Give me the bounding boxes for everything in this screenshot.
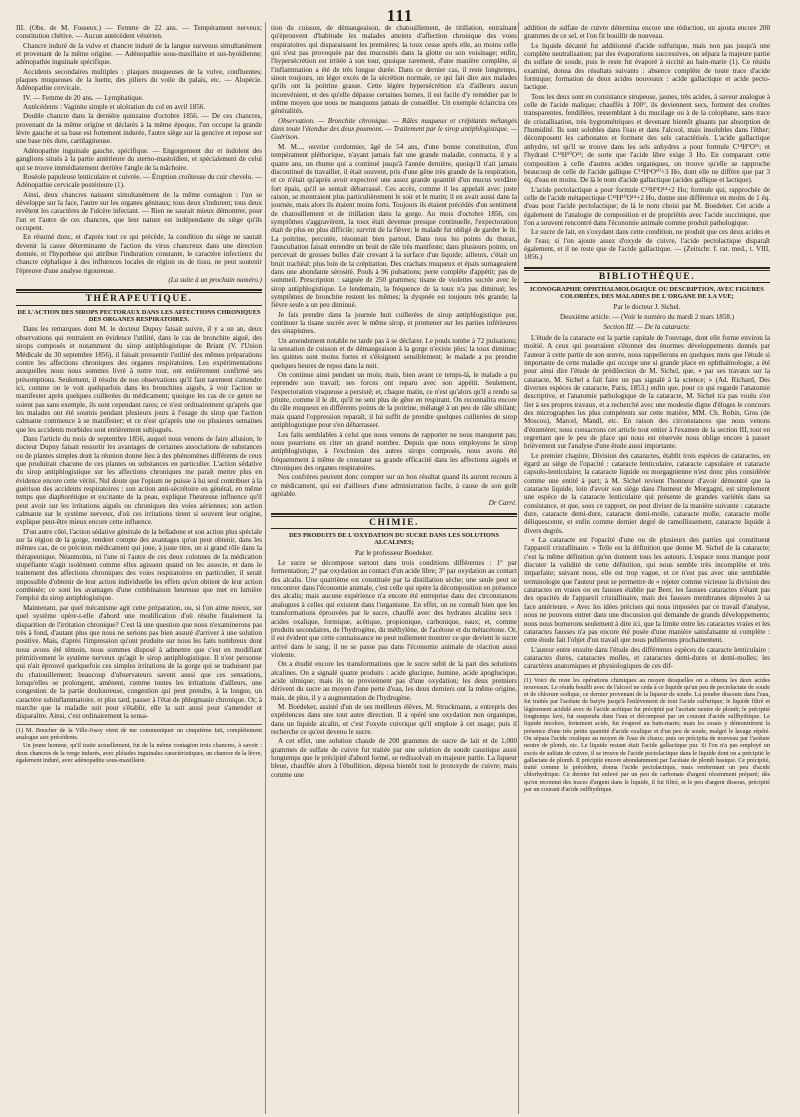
body-paragraph: Le liquide décanté fut additionné d'acide sulfurique, mais non pas jusqu'à une complète neutralisation; par des évaporations successives, on sépara la majeure partie du sulfate de soude, puis le reste fut évaporé à siccité au bain-marie (1). Ce résidu examiné, donna des résultats suivants : absence complète de toute trace d'acide formique; formation de deux acides nouveaux : acide gallactique et acide pecto-lactique. bbox=[524, 41, 770, 92]
section-subheading: Section III. — De la cataracte. bbox=[603, 323, 691, 332]
column-2 bbox=[271, 24, 517, 1112]
body-paragraph: Le sucre de lait, en s'oxydant dans cette condition, ne produit que ces deux acides et de l'eau; si l'on ajoute assez d'oxyde de cuivre, l'acide pectolactique disparaît également, et il ne reste que de l'acide gallactique. — (Zeitschr. f. rat. med., t. VIII, 1856.) bbox=[524, 228, 770, 262]
observation-heading: Observation. — Bronchite chronique. — Râles muqueux et crépitants mélangés dans toute l'étendue des deux poumons. — Traitement par le sirop antiphlogistique. — Guérison. bbox=[271, 116, 517, 142]
body-paragraph: tion du cuisson, de démangeaison, de chatouillement, de titillation, entraînant qu'éprouvent d'habitude les malades atteints d'affection chronique des voies respiratoires qui disparaissent les premières; la toux cesse après elle, au moins celle qui n'est pas provoquée par des mucosités dans la glotte ou son voisinage; enfin, l'hypersécrétion est irritée à son tour, quoique rarement, d'une manière complète, si l'inflammation a été de très longue durée. Dans ce dernier cas, il reste longtemps, sinon toujours, un léger excès de la sécrétion normale, ce qui fait dire aux malades qu'ils ont la poitrine grasse. Cette légère hypersécrétion n'a d'ailleurs aucun inconvénient, et des qu'elle dépasse certaines bornes, il est facile d'y remédier par le même moyen que nous ne manquons jamais de conseiller. Un exemple éclaircira ces généralités. bbox=[271, 24, 517, 116]
body-paragraph: Dans l'article du mois de septembre 1856, auquel nous venons de faire allusion, le docteur Dupuy faisait ressortir les avantages de certaines associations de substances ou de plantes simples dont la réunion donne lieu à des phénomènes différents de ceux que produirait chacune de ces plantes ou substances en particulier. L'action sédative du sirop antiphlogistique sur les affections chroniques me paraît mettre plus en évidence encore cette vérité. Nul doute que l'opium ne puisse à lui seul contribuer à la guérison des accidents respiratoires : son action anti-sécrétoire en général, en même temps que diaphorétique et excitante de la peau, explique l'heureuse influence qu'il peut avoir sur les irritations aiguës ou chroniques des voies aériennes; son action calmante sur le système nerveux, d'où ces irritations tirent si souvent leur origine, explique peut-être mieux encore cette influence. bbox=[16, 434, 262, 527]
byline: Par le professeur Boedeker. bbox=[354, 548, 433, 557]
footnote bbox=[524, 674, 770, 794]
body-paragraph: Dans les remarques dont M. le docteur Dupuy faisait suivre, il y a un an, deux observations qui rentraient en évidence l'utilité, dans le cas de bronchite aiguë, des sirops composés et notamment du sirop antiphlogistique de Briant (V. l'Union Médicale du 30 septembre 1856), il faisait pressentir l'utilité des mêmes préparations contre les affections chroniques des organes respiratoires. Les expérimentations auxquelles nous nous sommes livré à notre tour, ont entièrement confirmé ses présomptions. Seulement, il résulte de nos observations qu'il faut rarement s'attendre ici, comme on le voit quelquefois dans les bronchites aiguës, à voir l'action se manifester après quelques cuillerées du médicament; quoique les cas de ce genre ne soient pas sans exemple, ils sont cependant rares; ce n'est ordinairement qu'après que les malades ont été soumis pendant plusieurs jours à l'usage du sirop que l'action calmante commence à se manifester; et ce n'est qu'après une ou plusieurs semaines que les accidents morbides sont entièrement subjugués. bbox=[16, 325, 262, 434]
body-paragraph: D'un autre côté, l'action sédative générale de la belladone et son action plus spéciale sur la région de la gorge, rendent compte des avantages qu'on peut obtenir, dans les mêmes cas, de ce précieux médicament qui joue, à juste titre, un si grand rôle dans la thérapeutique. Néanmoins, ni l'une ni l'autre de ces deux colonnes de la médication stupéfiante n'agit isolément comme elles agissent quand on les associe, et dans le traitement des affections chroniques des voies respiratoires en particulier, il serait impossible d'obtenir de leur action individuelle les effets qu'on obtient de leur action combinée; ce sont les avantages d'une combinaison heureuse que met en lumière l'emploi du sirop antiphlogistique. bbox=[16, 527, 262, 603]
column-rule bbox=[265, 22, 266, 1114]
section-header-chimie bbox=[271, 513, 517, 529]
signature: Dr Carré. bbox=[488, 499, 517, 508]
case-paragraph: Accidents secondaires multiples : plaques muqueuses de la vulve, confluentes; plaques muqueuses de la luette, des piliers du voile du palais, etc. — Alopécie. Adénopathie cervicale. bbox=[16, 67, 262, 93]
body-paragraph: Un amendement notable ne tarde pas à se déclarer. Le pouls tombe à 72 pulsations; la sensation de cuisson et de démangeaison à la gorge n'existe plus; la toux diminue; les quintes sont moins fortes et s'éloignent sensiblement; le malade a pu prendre quelques heures de repos dans la nuit. bbox=[271, 336, 517, 370]
case-paragraph: Roséole papuleuse lenticulaire et cuivrée. — Éruption croûteuse du cuir chevelu. — Adénopathie cervicale postérieure (1). bbox=[16, 172, 262, 190]
case-paragraph: Chancre induré de la vulve et chancre induré de la langue survenus simultanément et provenant de la même origine. — Adénopathie sous-maxillaire et sus-hyoïdienne; adénopathie inguinale spécifique. bbox=[16, 41, 262, 67]
body-paragraph: « La cataracte est l'opacité d'une ou de plusieurs des parties qui constituent l'appareil cristallinaire. » Telle est la définition que donne M. Sichel de la cataracte; c'est la même définition qu'en donnent tous les auteurs. L'espace nous manque pour discuter la validité de cette définition, qui nous semble très incomplète et très imparfaite; suivant nous, elle est trop vague, et ce n'est pas avec une semblable terminologie que l'auteur peut se permettre de « rejeter comme vicieuse la division des cataractes en vraies ou en fausses établie par Beer, les fausses cataractes n'étant pas des opacités de l'appareil cristallinaire, mais des fausses membranes déposées à sa face antérieure. » Avec les idées précises qui nous imposées par ce travail d'analyse, nous ne pouvons entrer dans une discussion qui demande de grands développements; nous nous bornerons seulement à dire ici, que la limite entre les cataractes vraies et les cataractes fausses n'a pas encore été posée d'une manière satisfaisante ni complète : cette étude fait l'objet d'un travail que nous publierons prochainement. bbox=[524, 536, 770, 645]
body-paragraph: A cet effet, une solution chaude de 200 grammes de sucre de lait et de 1,000 grammes de sulfate de cuivre fut traitée par une solution de soude caustique aussi longtemps que le précipité d'abord formé, se redissolvait en majeure partie. La liqueur bleue, chauffée alors à l'ébullition, déposa bientôt tout le protoxyde de cuivre; mais comme une bbox=[271, 737, 517, 779]
section-title: THÉRAPEUTIQUE. bbox=[85, 294, 193, 305]
body-paragraph: Ainsi, deux chancres naissent simultanément de la même contagion : l'un se développe sur la face, l'autre sur les organes génitaux; tous deux s'indurent; tous deux revêtent les caractères de l'ulcère infectant. — Rien ne saurait mieux démontrer, pour l'un et l'autre de ces chancres, que leur nature est indépendante du siège qu'ils occupent. bbox=[16, 190, 262, 232]
body-paragraph: Tous les deux sont en consistance sirupeuse, jaunes, très acides, à saveur analogue à celle de l'acide malique; chauffés à 100°, ils deviennent secs, forment des croûtes transparentes, fendillées, ressemblant à du mucilage ou à de la colophane, sans trace de cristallisation, très hygrométriques et devenant bientôt gluants par absorption de l'humidité. Ils sont solubles dans l'eau et dans l'alcool, mais insolubles dans l'éther; décomposent les carbonates et forment des sels caractérisés. L'acide gallactique anhydre, tel qu'il se trouve dans les sels anhydres a pour formule C¹⁴H⁹O¹¹; et l'hydraté C¹⁴H¹⁰O¹²; de sorte que l'acide libre exige 3 Ho. En comparant cette composition à celle d'autres acides organiques, on trouve qu'elle se rapproche beaucoup de celle de l'acide gallique C¹⁴H⁶O¹⁰+3 Ho, dont elle ne diffère que par 3 éq. d'eau en moins. De là le nom d'acide gallactique (acides gallique et lactique). bbox=[524, 92, 770, 185]
column-1 bbox=[16, 24, 262, 1112]
column-3 bbox=[524, 24, 770, 1112]
body-paragraph: Le premier chapitre, Division des cataractes, établit trois espèces de cataractes, en égard au siège de l'opacité : cataracte lenticulaire, cataracte capsulaire et cataracte capsulo-lenticulaire; la cataracte liquide ou morgagnienne n'est donc plus considérée comme une entité à part; à M. Sichel revient l'honneur d'avoir démontré que la cataracte liquide, loin d'avoir son siège dans l'humeur de Morgagni, est simplement une espèce de la cataracte lenticulaire qui présente de grandes variétés dans sa consistance, et que, sous ce rapport, on peut diviser de la manière suivante : cataracte dure, cataracte demi-dure, cataracte demi-molle, cataracte molle, cataracte molle déliquescente, et enfin comme dernier degré de ramollissement, cataracte liquide à divers degrés. bbox=[524, 451, 770, 535]
case-paragraph: Adénopathie inguinale gauche, spécifique. — Engorgement dur et indolent des ganglions situés à la partie antérieure du sterno-mastoïdien, et spécialement de celui qui se trouve immédiatement derrière l'angle de la mâchoire. bbox=[16, 146, 262, 172]
body-paragraph: M. M..., ouvrier cordonnier, âgé de 54 ans, d'une bonne constitution, d'un tempérament pléthorique, n'ayant jamais fait une grande maladie, contracta, il y a quatre ans, un rhume qui a continué jusqu'à l'année dernière, quoiqu'il n'ait jamais discontinué de travailler, il était souvent, pris d'une gêne très grande de la respiration, et ce n'était qu'après avoir expectoré une assez grande quantité d'un mucus verdâtre fort épais, qu'il se sentait débarrassé. Ces accès, comme il les appelait avec juste raison, se montraient plus particulièrement le soir et le matin; il en avait aussi dans la journée, mais alors ils étaient moins forts. Toujours ils étaient précédés d'un sentiment de chatouillement et de titillation dans la gorge. Au mois d'octobre 1856, ces symptômes s'aggravèrent, la toux était devenue presque continuelle, l'expectoration était de plus en plus difficile; survint de la fièvre; le malade fut obligé de garder le lit. La poitrine, percutée, résonnait bien partout. Dans tous les points du thorax, l'auscultation faisait entendre un bruit de râle très manifeste; dans plusieurs points, on percevait de grosses bulles d'air crevant à la surface d'un liquide; ailleurs, c'était un bruit trachéal; plus loin de la crépitation. Des crachats muqueux et épais surnageaient dans une abondante sérosité. Pouls à 96 pulsations; perte complète d'appétit; pas de sommeil. Prescription : saignée de 250 grammes; tisane de violettes sucrée avec le sirop antiphlogistique. Le lendemain, la fréquence de la toux n'a pas diminué; les symptômes de bronchite restent les mêmes; la dyspnée est toujours très grande; la fièvre seule a un peu diminué. bbox=[271, 142, 517, 310]
body-paragraph: L'auteur entre ensuite dans l'étude des différentes espèces de cataracte lenticulaire : cataractes dures, cataractes molles, et cataractes demi-dures et demi-molles; les caractères anatomiques et physiologiques de ces dif- bbox=[524, 645, 770, 671]
section-title: BIBLIOTHÈQUE. bbox=[598, 271, 696, 282]
body-paragraph: Maintenant, par quel mécanisme agit cette préparation, ou, si l'on aime mieux, sur quel système opère-t-elle d'abord une modification d'où résulte finalement la disparition de l'irritation chronique? C'est là une question que nous n'examinerons pas très à fond, d'autant plus que nous ne serions pas bien assuré d'arriver à une solution positive. Mais, d'après l'impression qu'ont produite sur nous les faits nombreux dont nous avons été témoin, nous sommes disposé à admettre que c'est en modifiant primitivement le système nerveux qu'agit le sirop antiphlogistique. Il n'est personne qui n'ait éprouvé quelquefois ces simples irritations de la gorge qui se traduisent par du chatouillement; beaucoup d'observateurs savent aussi que ces sensations, lorsqu'elles se prolongent, amènent, comme toutes les irritations d'ailleurs, une congestion de la partie douloureuse, congestion qui peut prendre, à la longue, un caractère subinflammatoire, et plus tard, passer à l'état de phlegmasie chronique. Or, à marche que la maladie suit pour s'établir, elle la suit aussi pour s'amender et disparaître. Ainsi, c'est ordinairement la sensa- bbox=[16, 603, 262, 721]
body-paragraph: addition de sulfate de cuivre détermina encore une réduction, on ajouta encore 200 grammes de ce sel, et l'on fit bouillir de nouveau. bbox=[524, 24, 770, 41]
case-paragraph: Double chancre dans la dernière quinzaine d'octobre 1856. — De ces chancres, provenant de la même origine et déclarés à la même époque, l'un occupe la grande lèvre gauche et sa base est fortement indurée, l'autre siège sur la gencive et repose sur une base très dure, cartilagineuse. bbox=[16, 112, 262, 146]
case-paragraph: III. (Obs. de M. Fosseux.) — Femme de 22 ans. — Tempérament nerveux; constitution chétive. — Aucun antécédent vénérien. bbox=[16, 24, 262, 41]
body-paragraph: Les faits semblables à celui que nous venons de rapporter ne nous manquent pas; nous pourrions en citer un grand nombre. Depuis que nous employons le sirop antiphlogistique, à l'exclusion des autres sirops composés, nous avons été fréquemment à même de constater sa grande efficacité dans les affections aiguës et chroniques des organes respiratoires. bbox=[271, 430, 517, 472]
body-paragraph: L'étude de la cataracte est la partie capitale de l'ouvrage, dont elle forme environ la moitié. A ceux qui pourraient s'étonner des énormes développements donnés par l'auteur à cette partie de son œuvre, nous rappellerons en quelques mots que l'étude si importante de cette maladie qui occupe une si grande place en ophthalmologie, a été pour ainsi dire l'étude de prédilection de M. Sichel, que, « par ses travaux sur la cataracte, M. Sichel a fait faire un pas signalé à la science; » (Ad. Richard, Des diverses espèces de cataracte, Paris, 1853.) enfin que, pour ce qui regarde l'anatomie descriptive, et l'anatomie pathologique de la cataracte, M. Sichel n'a pas voulu s'en fier à ses propres travaux, et a recherché avec une modestie digne d'éloges le concours des micrographes les plus compétents sur cette matière, MM. Ch. Robin, Gros (de Moscou), Marcel, Mandl, etc. En raison des circonstances que nous venons d'énumérer, nous consacrons cet article tout entier à l'examen de la section III, tout en regrettant que le peu de place qui nous est réservée nous oblige encore à passer brièvement sur l'analyse d'une étude aussi importante. bbox=[524, 333, 770, 451]
body-paragraph: Le sucre se décompose surtout dans trois conditions différentes : 1° par fermentation; 2° par oxydation au contact d'un acide libre; 3° par oxydation au contact des alcalis. Une quatrième est constituée par la distillation sèche; une seule peut se rencontrer dans l'économie animale, c'est celle qui opère la décomposition en présence des alcalis; mais aucune expérience n'a encore été entreprise dans des circonstances analogues à celles qui existent dans l'organisme. En effet, on ne connaît bien que les transformations éprouvées par le sucre, chauffé avec des hydrates alcalins secs : acides oxalique, formique, acétique, propionique, carbonique, eaux; et, comme produits secondaires, de l'hydrogène, du méthylène, de l'acétone et du métacétone. Or, il est évident que cette connaissance ne peut nullement montrer ce que devient le sucre arrivé dans le sang; il ne se passe pas dans l'économie animale de réaction aussi violente. bbox=[271, 559, 517, 659]
continued-note: (La suite à un prochain numéro.) bbox=[168, 275, 262, 284]
body-paragraph: On continue ainsi pendant un mois; mais, bien avant ce temps-là, le malade a pu reprendre son travail; ses forces ont reparu avec son appétit. Seulement, l'expectoration visqueuse a persisté; et, chaque matin, ce n'est qu'alors qu'il a rendu sa pituite, comme il le dit, qu'il ne sent plus de gêne en respirant. On reconnaîtra encore du râle muqueux en différents points de la poitrine, mélangé à un peu de râle sibilant; mais quand l'oppression reparaît, il lui suffit de prendre quelques cuillerées de sirop antiphlogistique pour s'en débarrasser. bbox=[271, 371, 517, 430]
article-title: DE L'ACTION DES SIROPS PECTORAUX DANS LES AFFECTIONS CHRONIQUES DES ORGANES RESPIRATOIRES. bbox=[17, 308, 261, 324]
column-rule bbox=[518, 22, 519, 1114]
body-paragraph: On a étudié encore les transformations que le sucre subit de la part des solutions alcalines. On a signalé quatre produits : acide glucique, humine, acide apoglucique, acide ulmique; mais ils ne proviennent pas d'une oxydation; les deux premiers dérivent du sucre au moyen d'une perte d'eau, les deux derniers ont la même origine, mais, de plus, il y a augmentation de l'hydrogène. bbox=[271, 660, 517, 702]
case-paragraph: IV. — Femme de 20 ans. — Lymphatique. bbox=[23, 93, 144, 102]
body-paragraph: M. Boedeker, assisté d'un de ses meilleurs élèves, M. Struckmann, a entrepris des expériences dans une tout autre direction. Il a opéré une oxydation non organique, dans un liquide alcalin, et c'est l'oxyde cuivrique qu'il emploie à cet usage; puis il recherche ce qu'est devenu le sucre. bbox=[271, 702, 517, 736]
footnote bbox=[16, 724, 262, 764]
body-paragraph: Je fais prendre dans la journée huit cuillerées de sirop antiphlogistique pur, continuer la tisane sucrée avec le même sirop, et promener sur les parties inférieures des sinapismes. bbox=[271, 310, 517, 336]
case-paragraph: Antécédents : Vaginite simple et ulcération du col en avril 1856. bbox=[23, 103, 206, 112]
footnote-text: (1) Voici du reste les opérations chimiques au moyen desquelles on a obtenu les deux acides nouveaux. Le résidu bouilli avec de l'alcool ne céda à ce liquide qu'un peu de pectolactate de soude et de chlorure sodique, ce dernier provenant de la liqueur de soude. La poudre dissoute dans l'eau, fut traitée par l'acétate de baryte jusqu'à l'enlèvement de tout l'acide sulfurique; le liquide filtré et légèrement acidulé avec de l'acide acétique fut précipité par l'acétate neutre de plomb; le précipité longtemps lavé, fut suspendu dans l'eau et décomposé par un courant d'acide sulfhydrique. Le liquide incolore, fortement acide, fut évaporé au bain-marie; mais les essais y démontrèrent la présence d'une très petite quantité d'acide oxalique et d'un peu de soude, malgré le lavage répété. On sépara l'acide oxalique au moyen de l'eau de chaux; puis on précipita de nouveau par l'acétate neutre de plomb, etc. Le liquide restant était l'acide gallactique pur. Si l'on n'a pas employé un excès de sulfate de cuivre, il se trouve de l'acide pectolactique dans le liquide dont on a précipité le gallactate de plomb. Il précipite encore abondamment par l'acétate de plomb basique. Ce précipité, traité comme le précédent, donna l'acide pectolactique, mais renfermant un peu d'acide chlorhydrique. Ce dernier fut enlevé par un peu de carbonate d'argent récemment préparé; dès qu'on reconnut des traces d'argent dans le liquide, il fut filtré, et le peu d'argent dissous, précipité par un courant d'acide sulfhydrique. bbox=[524, 676, 770, 794]
body-paragraph: Nos confrères peuvent donc compter sur un bon résultat quand ils auront recours à ce médicament, qui est d'ailleurs d'une administration facile, à cause de son goût agréable. bbox=[271, 473, 517, 498]
section-header-therapeutique bbox=[16, 289, 262, 305]
article-title: ICONOGRAPHIE OPHTHALMOLOGIQUE OU DESCRIPTION, AVEC FIGURES COLORIÉES, DES MALADIES DE L'ORGANE DE LA VUE; bbox=[530, 285, 764, 301]
footnote-text: (1) M. Boucher de la Ville-Jossy vient de me communiquer un cinquième fait, complètement analogue aux précédents. bbox=[16, 726, 262, 741]
article-note: Deuxième article. — (Voir le numéro du mardi 2 mars 1858.) bbox=[559, 313, 734, 322]
article-title: DES PRODUITS DE L'OXYDATION DU SUCRE DANS LES SOLUTIONS ALCALINES; bbox=[288, 531, 500, 547]
section-header-bibliotheque bbox=[524, 267, 770, 283]
section-title: CHIMIE. bbox=[369, 517, 419, 528]
body-paragraph: En résumé donc, et d'après tout ce qui précède, la condition du siège ne saurait devenir la cause déterminante de l'action du virus chancreux dans une direction donnée, et l'hypothèse qui attribue l'induration constante, le caractère infectieux du chancre céphalique à des influences locales de région ou de tissu, ne peut soutenir l'épreuve d'une analyse rigoureuse. bbox=[16, 233, 262, 275]
page-number: 111 bbox=[386, 6, 414, 25]
body-paragraph: L'acide pectolactique a pour formule C¹²H⁹O¹⁴+2 Ho; formule qui, rapprochée de celle de l'acide métapectique C¹²H¹⁰O¹⁴+2 Ho, donne une différence en moins de 1 éq. d'eau pour l'acide pectolactique; de là le nom choisi par M. Boedeker. Cet acide a également de l'analogie de composition et de propriétés avec l'acide succinique, que l'on a souvent rencontré dans l'économie animale comme produit pathologique. bbox=[524, 185, 770, 227]
byline: Par le docteur J. Sichel. bbox=[613, 302, 681, 311]
footnote-text: Un jeune homme, qu'il traite actuellement, fut de la même contagion trois chancres, à savoir : deux chancres de la verge indurés, avec pléiades inguinales caractéristiques, un chancre de la lèvre, également induré, avec adénopathie sous-maxillaire. bbox=[16, 742, 262, 764]
